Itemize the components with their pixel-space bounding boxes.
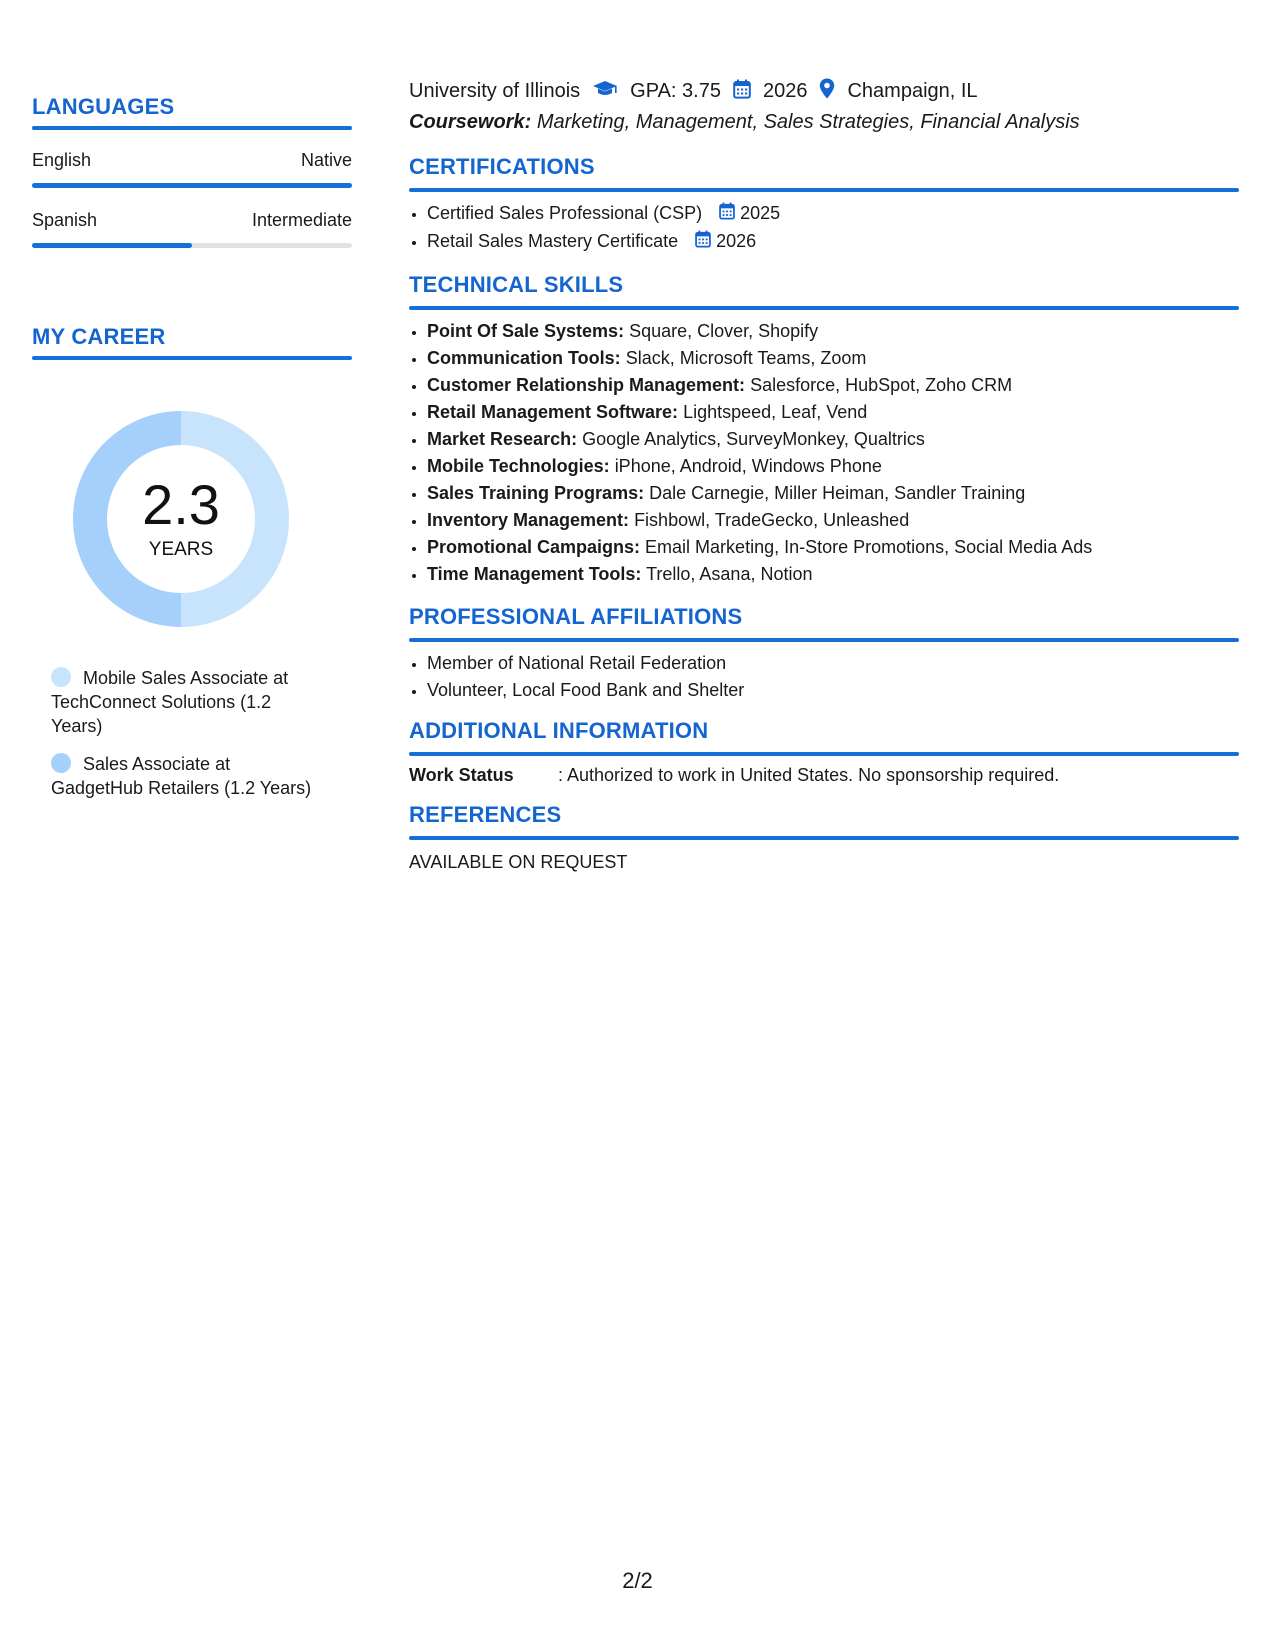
language-item-spanish: [32, 210, 352, 248]
skill-label: Customer Relationship Management:: [427, 374, 746, 395]
list-item: [427, 318, 1239, 345]
technical-skills-rule: [409, 306, 1239, 310]
legend-item: [32, 666, 321, 738]
work-status-row: [409, 765, 1239, 786]
skill-label: Point Of Sale Systems:: [427, 320, 625, 341]
certification-year: 2026: [716, 230, 757, 251]
language-proficiency-bar: [32, 243, 352, 248]
calendar-icon: [733, 79, 751, 105]
legend-swatch: [51, 753, 71, 773]
list-item: [427, 372, 1239, 399]
technical-skills-list: [409, 318, 1239, 588]
skill-value: Dale Carnegie, Miller Heiman, Sandler Training: [649, 482, 1026, 503]
donut-center: [66, 404, 296, 634]
calendar-icon: [719, 201, 735, 228]
languages-title: LANGUAGES: [32, 94, 175, 119]
certification-name: Certified Sales Professional (CSP): [427, 203, 703, 223]
certifications-section: [409, 154, 1239, 256]
skill-value: Lightspeed, Leaf, Vend: [683, 401, 868, 422]
language-level: Native: [300, 150, 352, 170]
list-item: [427, 200, 1239, 228]
career-title: MY CAREER: [32, 324, 166, 349]
references-text: AVAILABLE ON REQUEST: [409, 851, 628, 872]
language-proficiency-fill: [32, 243, 192, 248]
certification-year: 2025: [740, 203, 781, 223]
skill-label: Retail Management Software:: [427, 401, 679, 422]
list-item: [427, 561, 1239, 588]
certifications-title: CERTIFICATIONS: [409, 154, 595, 179]
gpa: GPA: 3.75: [630, 80, 721, 102]
legend-item: [32, 752, 321, 800]
list-item: [427, 399, 1239, 426]
affiliations-title: PROFESSIONAL AFFILIATIONS: [409, 603, 743, 629]
list-item: [427, 507, 1239, 534]
affiliations-section: [409, 604, 1239, 704]
references-title: REFERENCES: [409, 801, 562, 827]
skill-value: Slack, Microsoft Teams, Zoom: [625, 347, 867, 368]
page-number: 2/2: [622, 1568, 653, 1593]
skill-value: iPhone, Android, Windows Phone: [614, 455, 882, 476]
list-item: [427, 534, 1239, 561]
additional-info-section: [409, 718, 1239, 786]
skill-value: Fishbowl, TradeGecko, Unleashed: [634, 509, 910, 530]
skill-value: Square, Clover, Shopify: [629, 320, 819, 341]
language-proficiency-bar: [32, 183, 352, 188]
skill-label: Time Management Tools:: [427, 563, 642, 584]
language-proficiency-fill: [32, 183, 352, 188]
legend-swatch: [51, 667, 71, 687]
references-section: [409, 802, 1239, 873]
references-rule: [409, 836, 1239, 840]
legend-label: Mobile Sales Associate at TechConnect Solutions (1.2 Years): [51, 668, 289, 736]
list-item: [427, 453, 1239, 480]
certifications-rule: [409, 188, 1239, 192]
list-item: [427, 480, 1239, 507]
skill-label: Mobile Technologies:: [427, 455, 610, 476]
list-item: [427, 426, 1239, 453]
skill-label: Inventory Management:: [427, 509, 630, 530]
certifications-list: [409, 200, 1239, 256]
coursework-list: Marketing, Management, Sales Strategies, Financial Analysis: [536, 111, 1080, 133]
left-column: [32, 94, 352, 800]
technical-skills-section: [409, 272, 1239, 588]
education-line: [409, 78, 1239, 105]
calendar-icon: [695, 229, 711, 256]
map-pin-icon: [819, 78, 835, 105]
affiliations-list: [409, 650, 1239, 704]
list-item: [427, 228, 1239, 256]
list-item: • Volunteer, Local Food Bank and Shelter: [427, 677, 1239, 704]
right-column: [409, 78, 1239, 873]
career-rule: [32, 356, 352, 360]
skill-value: Trello, Asana, Notion: [646, 563, 813, 584]
coursework: [409, 111, 1239, 134]
list-item: [427, 345, 1239, 372]
work-status-value: : Authorized to work in United States. No sponsorship required.: [558, 764, 1060, 785]
additional-info-title: ADDITIONAL INFORMATION: [409, 717, 709, 743]
skill-label: Market Research:: [427, 428, 578, 449]
skill-value: Email Marketing, In-Store Promotions, Social Media Ads: [645, 536, 1093, 557]
school-name: University of Illinois: [409, 80, 581, 102]
language-level: Intermediate: [251, 210, 352, 230]
skill-label: Sales Training Programs:: [427, 482, 645, 503]
language-name: English: [32, 150, 92, 170]
graduation-cap-icon: [592, 79, 618, 105]
technical-skills-title: TECHNICAL SKILLS: [409, 271, 624, 297]
skill-label: Promotional Campaigns:: [427, 536, 641, 557]
skill-label: Communication Tools:: [427, 347, 621, 368]
location: Champaign, IL: [847, 80, 978, 102]
language-item-english: [32, 150, 352, 188]
skill-value: Google Analytics, SurveyMonkey, Qualtrics: [582, 428, 925, 449]
coursework-label: Coursework:: [409, 111, 532, 133]
list-item: • Member of National Retail Federation: [427, 650, 1239, 677]
language-name: Spanish: [32, 210, 98, 230]
total-years-unit: YEARS: [148, 539, 214, 560]
certification-name: Retail Sales Mastery Certificate: [427, 230, 679, 251]
graduation-year: 2026: [762, 80, 808, 102]
affiliations-rule: [409, 638, 1239, 642]
additional-info-rule: [409, 752, 1239, 756]
skill-value: Salesforce, HubSpot, Zoho CRM: [750, 374, 1013, 395]
work-status-label: Work Status: [409, 764, 514, 785]
career-donut-chart: [66, 404, 296, 634]
total-years-value: 2.3: [142, 473, 220, 536]
legend-label: Sales Associate at GadgetHub Retailers (1.2 Years): [51, 754, 312, 798]
career-legend: [32, 666, 352, 800]
languages-rule: [32, 126, 352, 130]
